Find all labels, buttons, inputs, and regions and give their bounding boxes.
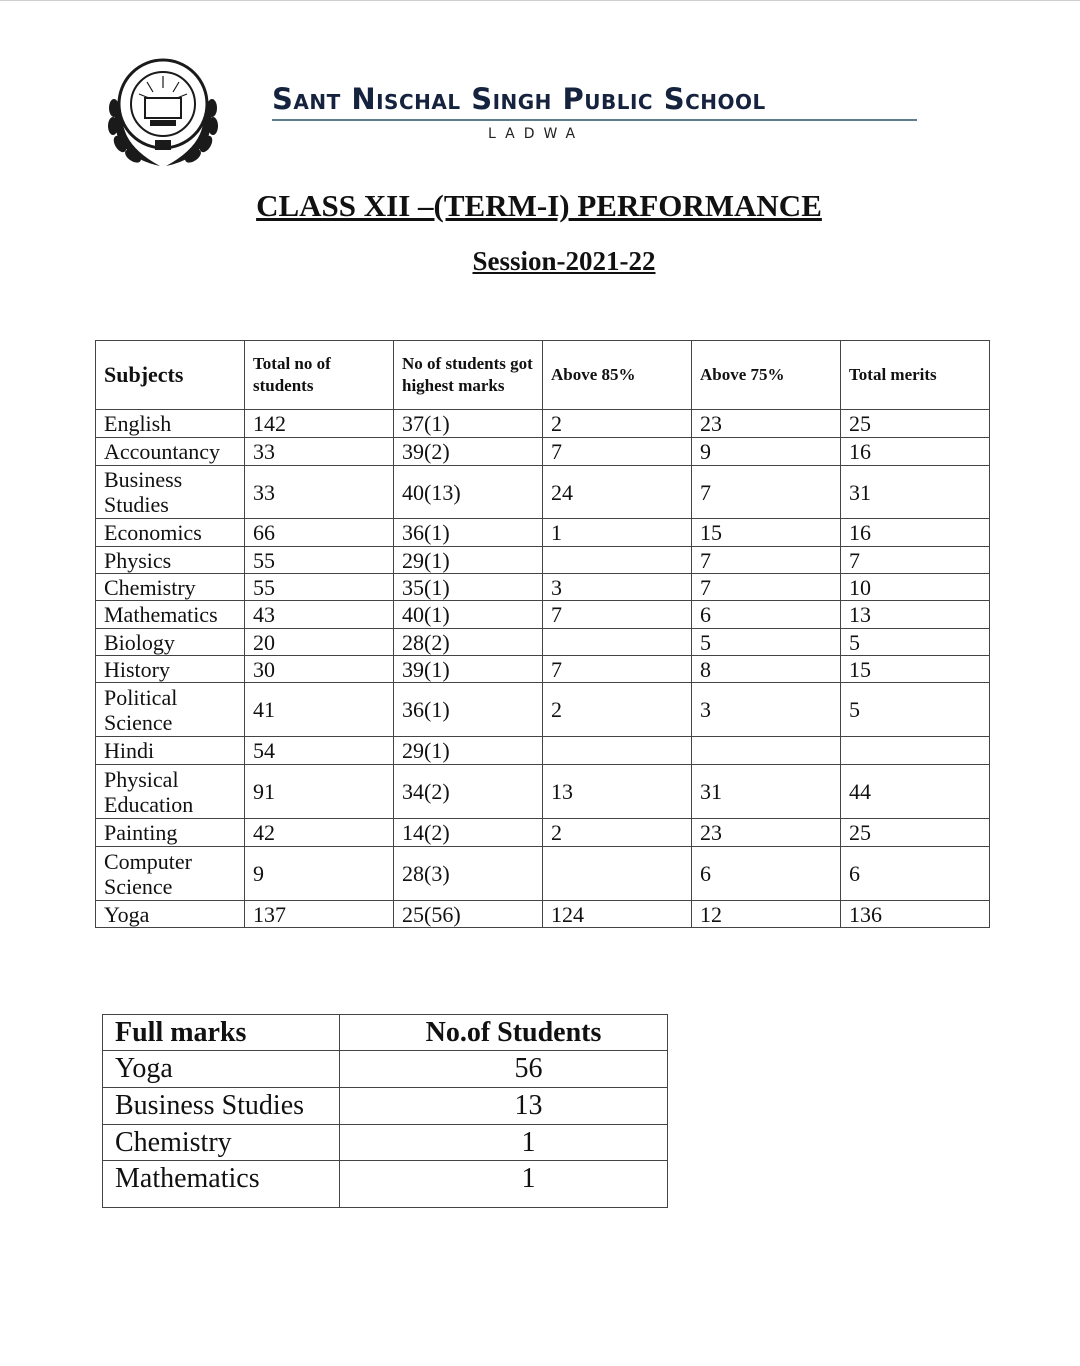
above-75-cell: 7 [692, 466, 841, 519]
table-row [96, 466, 990, 519]
above-85-cell: 1 [543, 519, 692, 547]
total-students-cell: 142 [245, 410, 394, 438]
school-name: Sant Nischal Singh Public School [272, 82, 766, 116]
subject-cell: Mathematics [96, 601, 245, 629]
highest-marks-cell: 28(2) [394, 629, 543, 656]
highest-marks-cell: 40(13) [394, 466, 543, 519]
table-row [96, 683, 990, 737]
above-75-cell: 9 [692, 438, 841, 466]
header-above-75: Above 75% [692, 341, 841, 410]
total-students-cell: 54 [245, 737, 394, 765]
subject-cell: Business Studies [96, 466, 245, 519]
subject-cell: Yoga [103, 1051, 340, 1088]
highest-marks-cell: 36(1) [394, 683, 543, 737]
total-students-cell: 43 [245, 601, 394, 629]
above-85-cell: 7 [543, 601, 692, 629]
above-75-cell: 12 [692, 901, 841, 928]
subject-cell: Physics [96, 547, 245, 574]
table-row [96, 519, 990, 547]
table-row [103, 1088, 668, 1125]
total-students-cell: 137 [245, 901, 394, 928]
total-students-cell: 55 [245, 547, 394, 574]
student-count-cell: 1 [340, 1161, 668, 1208]
header-total-students: Total no of students [245, 341, 394, 410]
student-count-cell: 13 [340, 1088, 668, 1125]
above-75-cell [692, 737, 841, 765]
header-above-85: Above 85% [543, 341, 692, 410]
top-border-line [0, 0, 1080, 1]
total-merits-cell: 10 [841, 574, 990, 601]
subject-cell: Chemistry [103, 1125, 340, 1161]
total-students-cell: 42 [245, 819, 394, 847]
header-total-merits: Total merits [841, 341, 990, 410]
school-name-underline [272, 119, 917, 121]
subject-cell: Painting [96, 819, 245, 847]
above-85-cell: 3 [543, 574, 692, 601]
above-75-cell: 23 [692, 819, 841, 847]
table-row [96, 601, 990, 629]
table-row [96, 438, 990, 466]
subject-cell: Chemistry [96, 574, 245, 601]
total-merits-cell: 136 [841, 901, 990, 928]
header-no-of-students: No.of Students [340, 1015, 668, 1051]
total-students-cell: 20 [245, 629, 394, 656]
above-75-cell: 23 [692, 410, 841, 438]
total-merits-cell: 16 [841, 519, 990, 547]
above-75-cell: 3 [692, 683, 841, 737]
subject-cell: Business Studies [103, 1088, 340, 1125]
above-75-cell: 31 [692, 765, 841, 819]
above-85-cell: 7 [543, 438, 692, 466]
student-count-cell: 1 [340, 1125, 668, 1161]
report-title [0, 188, 1080, 224]
above-85-cell: 2 [543, 819, 692, 847]
total-merits-cell: 15 [841, 656, 990, 683]
total-students-cell: 33 [245, 438, 394, 466]
above-75-cell: 5 [692, 629, 841, 656]
subject-cell: Hindi [96, 737, 245, 765]
full-marks-header-row [103, 1015, 668, 1051]
table-row [96, 765, 990, 819]
table-row [96, 737, 990, 765]
table-row [96, 847, 990, 901]
school-location: LADWA [488, 126, 585, 142]
total-merits-cell: 5 [841, 683, 990, 737]
subject-cell: Political Science [96, 683, 245, 737]
subject-cell: Mathematics [103, 1161, 340, 1208]
above-85-cell: 2 [543, 410, 692, 438]
above-75-cell: 7 [692, 547, 841, 574]
table-row [96, 901, 990, 928]
above-85-cell [543, 847, 692, 901]
performance-header-row [96, 341, 990, 410]
table-row [96, 410, 990, 438]
total-students-cell: 55 [245, 574, 394, 601]
header-subjects: Subjects [96, 341, 245, 410]
above-75-cell: 15 [692, 519, 841, 547]
total-merits-cell: 44 [841, 765, 990, 819]
highest-marks-cell: 37(1) [394, 410, 543, 438]
highest-marks-cell: 36(1) [394, 519, 543, 547]
total-students-cell: 33 [245, 466, 394, 519]
table-row [96, 574, 990, 601]
total-students-cell: 66 [245, 519, 394, 547]
above-85-cell [543, 737, 692, 765]
subject-cell: Computer Science [96, 847, 245, 901]
header-highest-marks: No of students got highest marks [394, 341, 543, 410]
highest-marks-cell: 35(1) [394, 574, 543, 601]
highest-marks-cell: 39(2) [394, 438, 543, 466]
above-85-cell: 2 [543, 683, 692, 737]
total-students-cell: 30 [245, 656, 394, 683]
highest-marks-cell: 29(1) [394, 737, 543, 765]
total-merits-cell: 31 [841, 466, 990, 519]
highest-marks-cell: 25(56) [394, 901, 543, 928]
session-label: Session-2021-22 [472, 246, 656, 276]
highest-marks-cell: 39(1) [394, 656, 543, 683]
table-row [96, 819, 990, 847]
subject-cell: Economics [96, 519, 245, 547]
highest-marks-cell: 34(2) [394, 765, 543, 819]
above-85-cell: 13 [543, 765, 692, 819]
above-75-cell: 7 [692, 574, 841, 601]
table-row [103, 1161, 668, 1208]
total-merits-cell: 25 [841, 819, 990, 847]
total-merits-cell: 5 [841, 629, 990, 656]
student-count-cell: 56 [340, 1051, 668, 1088]
total-merits-cell: 25 [841, 410, 990, 438]
total-merits-cell: 6 [841, 847, 990, 901]
school-logo [100, 52, 226, 170]
above-85-cell [543, 547, 692, 574]
above-75-cell: 6 [692, 601, 841, 629]
total-students-cell: 41 [245, 683, 394, 737]
above-85-cell: 124 [543, 901, 692, 928]
highest-marks-cell: 14(2) [394, 819, 543, 847]
total-students-cell: 9 [245, 847, 394, 901]
full-marks-table [102, 1014, 668, 1208]
total-students-cell: 91 [245, 765, 394, 819]
total-merits-cell: 13 [841, 601, 990, 629]
report-title-text: CLASS XII –(TERM-I) PERFORMANCE [256, 188, 822, 223]
subject-cell: Yoga [96, 901, 245, 928]
table-row [96, 629, 990, 656]
table-row [96, 656, 990, 683]
highest-marks-cell: 29(1) [394, 547, 543, 574]
total-merits-cell: 16 [841, 438, 990, 466]
subject-cell: History [96, 656, 245, 683]
table-row [103, 1051, 668, 1088]
above-75-cell: 6 [692, 847, 841, 901]
above-85-cell: 7 [543, 656, 692, 683]
total-merits-cell: 7 [841, 547, 990, 574]
highest-marks-cell: 40(1) [394, 601, 543, 629]
subject-cell: English [96, 410, 245, 438]
above-85-cell: 24 [543, 466, 692, 519]
highest-marks-cell: 28(3) [394, 847, 543, 901]
header-full-marks: Full marks [103, 1015, 340, 1051]
performance-table [95, 340, 990, 928]
total-merits-cell [841, 737, 990, 765]
subject-cell: Accountancy [96, 438, 245, 466]
table-row [96, 547, 990, 574]
subject-cell: Physical Education [96, 765, 245, 819]
subject-cell: Biology [96, 629, 245, 656]
above-85-cell [543, 629, 692, 656]
above-75-cell: 8 [692, 656, 841, 683]
table-row [103, 1125, 668, 1161]
